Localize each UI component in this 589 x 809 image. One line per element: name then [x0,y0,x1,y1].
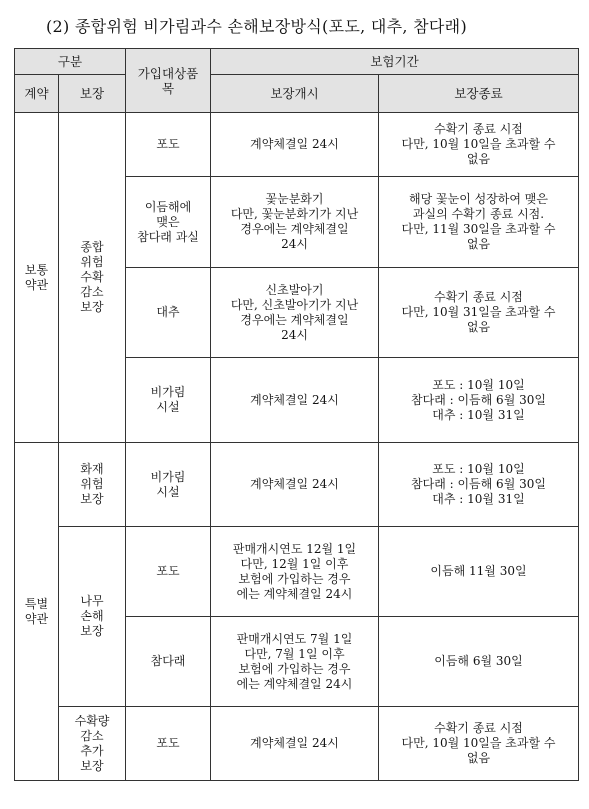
document-title: (2) 종합위험 비가림과수 손해보장방식(포도, 대추, 참다래) [46,17,467,36]
header-start: 보장개시 [211,75,379,113]
start-cell: 꽃눈분화기 다만, 꽃눈분화기가 지난 경우에는 계약체결일 24시 [211,177,379,268]
table-row [15,443,579,527]
end-cell: 수확기 종료 시점 다만, 10월 31일을 초과할 수 없음 [379,268,579,358]
target-cell: 대추 [126,268,211,358]
insurance-period-table [14,48,579,781]
table-row [15,707,579,781]
header-gubun: 구분 [15,49,126,75]
start-cell: 계약체결일 24시 [211,358,379,443]
header-contract: 계약 [15,75,59,113]
end-cell: 해당 꽃눈이 성장하여 맺은 과실의 수확기 종료 시점. 다만, 11월 30일을 초과할 수 없음 [379,177,579,268]
section-ordinary: 보통 약관 [15,113,59,443]
start-cell: 계약체결일 24시 [211,113,379,177]
end-cell: 수확기 종료 시점 다만, 10월 10일을 초과할 수 없음 [379,113,579,177]
target-cell: 포도 [126,113,211,177]
header-period: 보험기간 [211,49,579,75]
target-cell: 비가림 시설 [126,443,211,527]
target-cell: 포도 [126,707,211,781]
target-cell: 참다래 [126,617,211,707]
target-cell: 포도 [126,527,211,617]
coverage-comprehensive: 종합 위험 수확 감소 보장 [59,113,126,443]
coverage-harvest-add: 수확량 감소 추가 보장 [59,707,126,781]
table-row [15,113,579,177]
header-target: 가입대상품 목 [126,49,211,113]
start-cell: 판매개시연도 12월 1일 다만, 12월 1일 이후 보험에 가입하는 경우 에는 계약체결일 24시 [211,527,379,617]
target-cell: 이듬해에 맺은 참다래 과실 [126,177,211,268]
end-cell: 이듬해 6월 30일 [379,617,579,707]
start-cell: 계약체결일 24시 [211,707,379,781]
header-end: 보장종료 [379,75,579,113]
target-cell: 비가림 시설 [126,358,211,443]
table-row [15,527,579,617]
end-cell: 포도 : 10월 10일 참다래 : 이듬해 6월 30일 대추 : 10월 31일 [379,443,579,527]
end-cell: 수확기 종료 시점 다만, 10월 10일을 초과할 수 없음 [379,707,579,781]
start-cell: 신초발아기 다만, 신초발아기가 지난 경우에는 계약체결일 24시 [211,268,379,358]
header-coverage: 보장 [59,75,126,113]
start-cell: 판매개시연도 7월 1일 다만, 7월 1일 이후 보험에 가입하는 경우 에는 계약체결일 24시 [211,617,379,707]
end-cell: 포도 : 10월 10일 참다래 : 이듬해 6월 30일 대추 : 10월 31일 [379,358,579,443]
section-special: 특별 약관 [15,443,59,781]
start-cell: 계약체결일 24시 [211,443,379,527]
end-cell: 이듬해 11월 30일 [379,527,579,617]
coverage-tree: 나무 손해 보장 [59,527,126,707]
coverage-fire: 화재 위험 보장 [59,443,126,527]
